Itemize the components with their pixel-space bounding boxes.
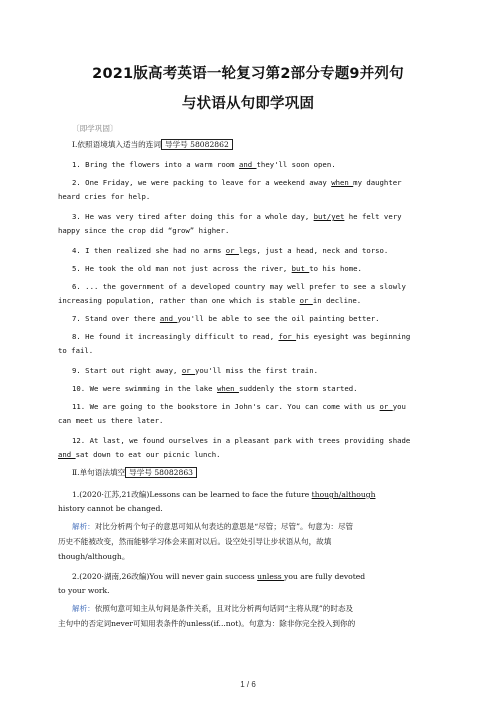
document-title-line2: 与状语从句即学巩固 [181,96,315,112]
q7-answer: and [159,314,178,323]
part2-heading [72,468,432,477]
q11-answer: or [379,402,393,411]
s2: 2.(2020·湖南,26改编)You will never gain success unless you are fully devoted [72,572,366,581]
e2: 解析：依照句意可知主从句间是条件关系，且对比分析两句话同“主将从现”的时态及 [72,604,354,613]
e2-cont1: 主句中的否定词never可知用表条件的unless(if...not)。句意为：除非你完全投入到你的 [58,619,356,628]
q1: 1. Bring the flowers into a warm room and they'll soon open. [72,160,336,169]
page-number: 1 / 6 [240,680,256,689]
section-label: 〔即学巩固〕 [72,124,118,133]
part1-code: 导学号 58082862 [161,139,233,150]
q6-cont: increasing population, rather than one which is stable or in decline. [58,296,362,305]
document-title-line1: 2021版高考英语一轮复习第2部分专题9并列句 [92,66,404,82]
q6-answer: or [299,296,313,305]
q9-answer: or [181,366,196,375]
q9: 9. Start out right away, or you'll miss the first train. [72,366,319,375]
q8-cont: to fail. [58,346,94,355]
q12: 12. At last, we found ourselves in a pleasant park with trees providing shade [72,436,411,445]
s2-answer: unless [257,572,285,581]
q12-answer: and [58,450,76,459]
q2-answer: when [331,178,354,187]
e1-cont2: though/although。 [58,552,130,561]
q8-answer: for [278,332,297,341]
s1: 1.(2020·江苏,21改编)Lessons can be learned to face the future though/although [72,490,376,499]
part2-title: Ⅱ.单句语法填空 [72,468,126,477]
q4-answer: or [225,246,239,255]
s1-cont: history cannot be changed. [58,504,163,513]
q10: 10. We were swimming in the lake when suddenly the storm started. [72,384,358,393]
q2: 2. One Friday, we were packing to leave for a weekend away when my daughter [72,178,402,187]
q5: 5. He took the old man not just across the river, but to his home. [72,264,362,273]
q7: 7. Stand over there and you'll be able to see the oil painting better. [72,314,380,323]
q3-answer: but/yet [313,212,345,221]
q5-answer: but [291,264,310,273]
s1-answer: though/although [311,490,376,499]
part1-title: Ⅰ.依照语境填入适当的连词 [72,140,161,149]
q10-answer: when [216,384,239,393]
q3-cont: happy since the crop did “grow” higher. [58,226,230,235]
q11: 11. We are going to the bookstore in John's car. You can come with us or you [72,402,406,411]
q4: 4. I then realized she had no arms or legs, just a head, neck and torso. [72,246,389,255]
q8: 8. He found it increasingly difficult to read, for his eyesight was beginning [72,332,411,341]
e1-cont1: 历史不能被改变，然而能够学习体会来面对以后。设空处引导让步状语从句，故填 [58,537,332,546]
e1: 解析：对比分析两个句子的意思可知从句表达的意思是“尽管；尽管”。句意为：尽管 [72,522,354,531]
part1-heading [72,140,432,149]
e1-label: 解析： [72,522,95,531]
q12-cont: and sat down to eat our picnic lunch. [58,450,221,459]
s2-cont: to your work. [58,586,110,595]
q2-cont: heard cries for help. [58,192,151,201]
q3: 3. He was very tired after doing this for a whole day, but/yet he felt very [72,212,402,221]
part2-code: 导学号 58082863 [125,467,197,478]
q6: 6. ... the government of a developed country may well prefer to see a slowly [72,282,406,291]
e2-label: 解析： [72,604,95,613]
q11-cont: can meet us there later. [58,416,164,425]
q1-answer: and [238,160,257,169]
